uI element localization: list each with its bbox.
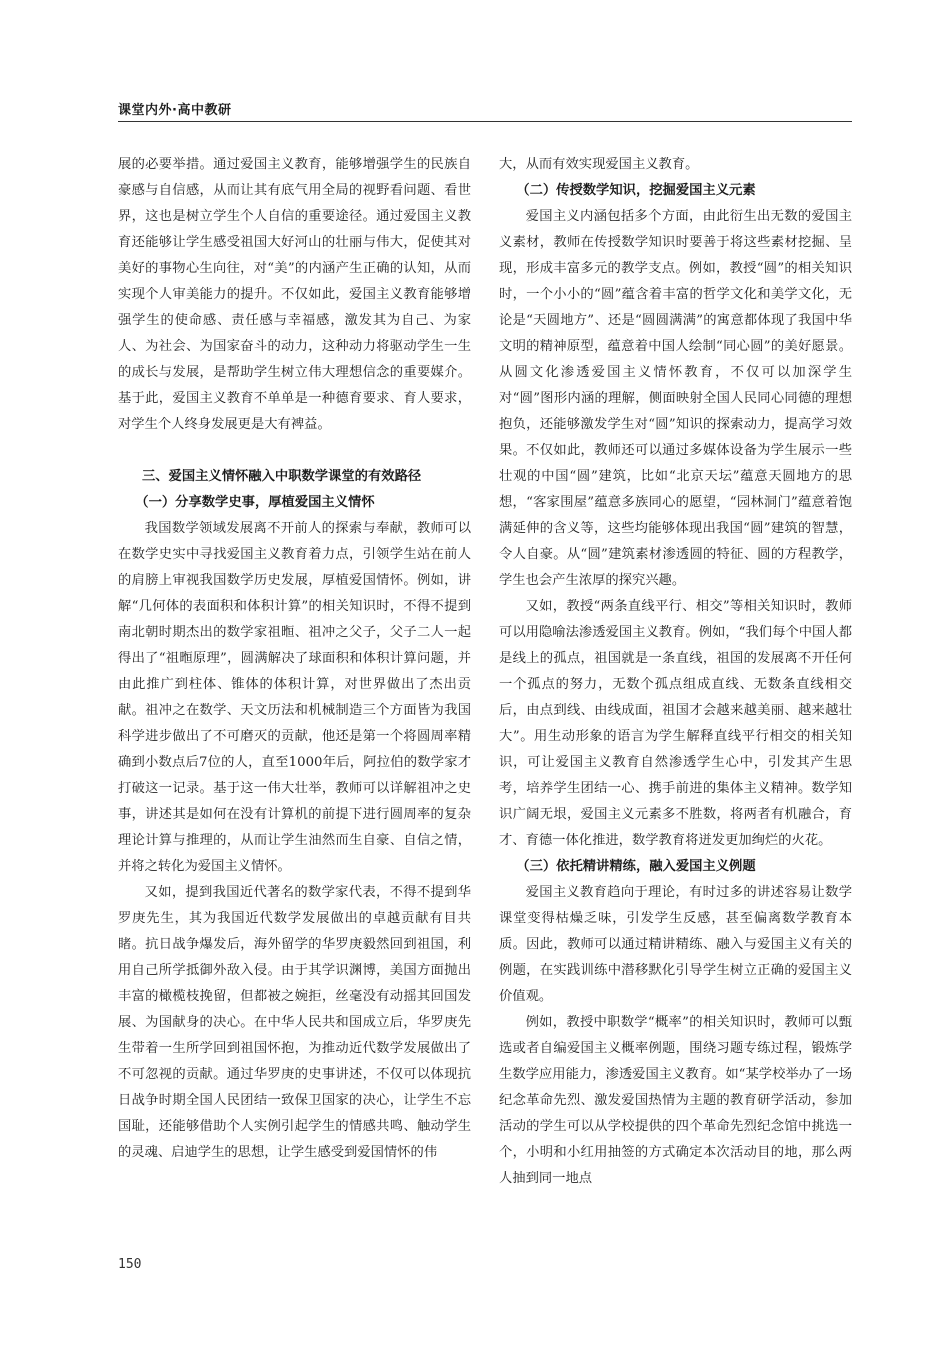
paragraph: 又如，提到我国近代著名的数学家代表，不得不提到华罗庚先生，其为我国近代数学发展做出的卓越贡献有目共睹。抗日战争爆发后，海外留学的华罗庚毅然回到祖国，利用自己所学抵御外敌入侵。由于其学识渊博，美国方面抛出丰富的橄榄枝挽留，但都被之婉拒，丝毫没有动摇其回国发展、为国献身的决心。在中华人民共和国成立后，华罗庚先生带着一生所学回到祖国怀抱，为推动近代数学发展做出了不可忽视的贡献。通过华罗庚的史事讲述，不仅可以体现抗日战争时期全国人民团结一致保卫国家的决心，让学生不忘国耻，还能够借助个人实例引起学生的情感共鸣、触动学生的灵魂、启迪学生的思想，让学生感受到爱国情怀的伟 <box>118 885 471 1160</box>
header-rule <box>118 121 852 122</box>
running-title: 课堂内外·高中教研 <box>118 103 232 118</box>
paragraph: 又如，教授“两条直线平行、相交”等相关知识时，教师可以用隐喻法渗透爱国主义教育。例如，“我们每个中国人都是线上的孤点，祖国就是一条直线，祖国的发展离不开任何一个孤点的努力，无数个孤点组成直线、无数条直线相交后，由点到线、由线成面，祖国才会越来越美丽、越来越壮大”。用生动形象的语言为学生解释直线平行相交的相关知识，可让爱国主义教育自然渗透学生心中，引发其产生思考，培养学生团结一心、携手前进的集体主义精神。数学知识广阔无垠，爱国主义元素多不胜数，将两者有机融合，育才、育德一体化推进，数学教育将迸发更加绚烂的火花。 <box>499 599 852 848</box>
subsection-heading: （三）依托精讲精练，融入爱国主义例题 <box>516 859 756 874</box>
left-column <box>118 152 471 1166</box>
right-column <box>499 152 852 1192</box>
section-gap <box>118 438 471 464</box>
paragraph: 例如，教授中职数学“概率”的相关知识时，教师可以甄选或者自编爱国主义概率例题，围绕习题专练过程，锻炼学生数学应用能力，渗透爱国主义教育。如“某学校举办了一场纪念革命先烈、激发爱国热情为主题的教育研学活动，参加活动的学生可以从学校提供的四个革命先烈纪念馆中挑选一个，小明和小红用抽签的方式确定本次活动目的地，那么两人抽到同一地点 <box>499 1015 852 1186</box>
paragraph-continued: 展的必要举措。通过爱国主义教育，能够增强学生的民族自豪感与自信感，从而让其有底气用全局的视野看问题、看世界，这也是树立学生个人自信的重要途径。通过爱国主义教育还能够让学生感受祖国大好河山的壮丽与伟大，促使其对美好的事物心生向往，对“美”的内涵产生正确的认知，从而实现个人审美能力的提升。不仅如此，爱国主义教育能够增强学生的使命感、责任感与幸福感，激发其为自己、为家人、为社会、为国家奋斗的动力，这种动力将驱动学生一生的成长与发展，是帮助学生树立伟大理想信念的重要媒介。基于此，爱国主义教育不单单是一种德育要求、育人要求，对学生个人终身发展更是大有裨益。 <box>118 157 471 432</box>
paragraph: 爱国主义教育趋向于理论，有时过多的讲述容易让数学课堂变得枯燥乏味，引发学生反感，甚至偏离数学教育本质。因此，教师可以通过精讲精练、融入与爱国主义有关的例题，在实践训练中潜移默化引导学生树立正确的爱国主义价值观。 <box>499 885 852 1004</box>
page-number: 150 <box>118 1257 142 1272</box>
section-heading: 三、爱国主义情怀融入中职数学课堂的有效路径 <box>141 469 422 484</box>
paragraph: 我国数学领域发展离不开前人的探索与奉献，教师可以在数学史实中寻找爱国主义教育着力点，引领学生站在前人的肩膀上审视我国数学历史发展，厚植爱国情怀。例如，讲解“几何体的表面积和体积计算”的相关知识时，不得不提到南北朝时期杰出的数学家祖暅、祖冲之父子，父子二人一起得出了“祖暅原理”，圆满解决了球面积和体积计算问题，并由此推广到柱体、锥体的体积计算，对世界做出了杰出贡献。祖冲之在数学、天文历法和机械制造三个方面皆为我国科学进步做出了不可磨灭的贡献，他还是第一个将圆周率精确到小数点后7位的人，直至1000年后，阿拉伯的数学家才打破这一记录。基于这一伟大壮举，教师可以详解祖冲之史事，讲述其是如何在没有计算机的前提下进行圆周率的复杂理论计算与推理的，从而让学生油然而生自豪、自信之情，并将之转化为爱国主义情怀。 <box>118 521 471 874</box>
paragraph: 爱国主义内涵包括多个方面，由此衍生出无数的爱国主义素材，教师在传授数学知识时要善于将这些素材挖掘、呈现，形成丰富多元的教学支点。例如，教授“圆”的相关知识时，一个小小的“圆”蕴含着丰富的哲学文化和美学文化，无论是“天圆地方”、还是“圆圆满满”的寓意都体现了我国中华文明的精神原型，蕴意着中国人绘制“同心圆”的美好愿景。从圆文化渗透爱国主义情怀教育，不仅可以加深学生对“圆”图形内涵的理解，侧面映射全国人民同心同德的理想抱负，还能够激发学生对“圆”知识的探索动力，提高学习效果。不仅如此，教师还可以通过多媒体设备为学生展示一些壮观的中国“圆”建筑，比如“北京天坛”蕴意天圆地方的思想，“客家围屋”蕴意多族同心的愿望，“园林洞门”蕴意着饱满延伸的含义等，这些均能够体现出我国“圆”建筑的智慧，令人自豪。从“圆”建筑素材渗透圆的特征、圆的方程教学，学生也会产生浓厚的探究兴趣。 <box>499 209 852 588</box>
subsection-heading: （二）传授数学知识，挖掘爱国主义元素 <box>516 183 756 198</box>
subsection-heading: （一）分享数学史事，厚植爱国主义情怀 <box>135 495 375 510</box>
paragraph-continued: 大，从而有效实现爱国主义教育。 <box>499 157 699 172</box>
